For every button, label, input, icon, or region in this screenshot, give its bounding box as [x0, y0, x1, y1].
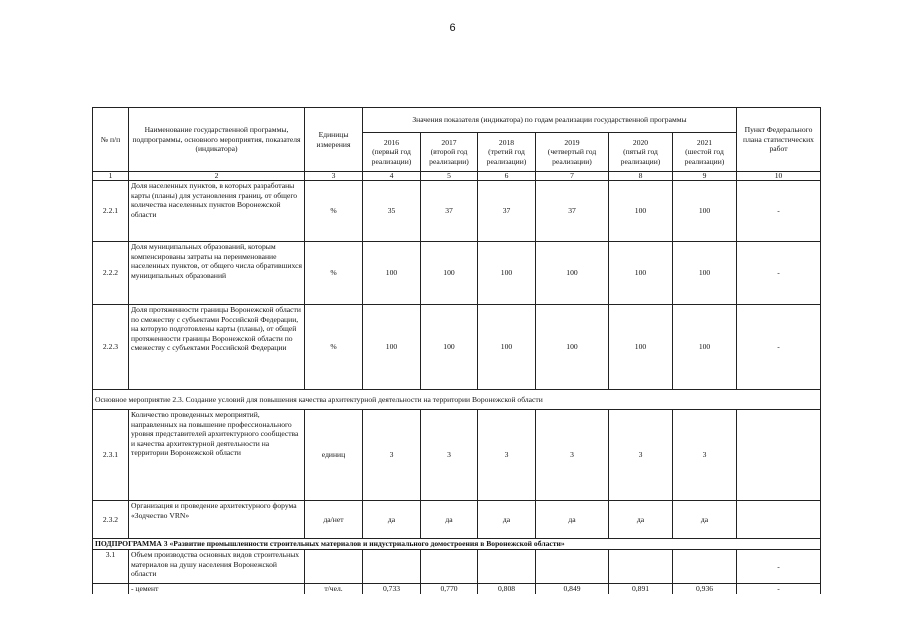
value-cell: да: [421, 501, 478, 539]
unit: [305, 550, 363, 584]
column-number: 5: [421, 172, 478, 181]
value-cell: 100: [673, 305, 737, 390]
table-row: [93, 550, 821, 584]
value-cell: 0,936: [673, 584, 737, 594]
value-cell: [673, 550, 737, 584]
column-number: 10: [737, 172, 821, 181]
column-number: 8: [609, 172, 673, 181]
table-row: [93, 410, 821, 501]
column-number: 7: [536, 172, 609, 181]
table-row: [93, 242, 821, 305]
column-number: 4: [363, 172, 421, 181]
value-cell: 35: [363, 181, 421, 242]
value-cell: да: [536, 501, 609, 539]
indicator-name: - цемент: [129, 584, 305, 594]
header-values-group: Значения показателя (индикатора) по годам реализации государственной программы: [363, 108, 737, 133]
year-number: 2016: [383, 137, 400, 147]
year-label: (третий год реализации): [486, 147, 527, 166]
value-cell: 100: [421, 305, 478, 390]
column-number: 6: [478, 172, 536, 181]
row-number: 3.1: [93, 550, 129, 584]
value-cell: 100: [536, 242, 609, 305]
unit: %: [305, 242, 363, 305]
row-number: [93, 584, 129, 594]
plan-cell: -: [737, 550, 821, 584]
table-row: [93, 305, 821, 390]
plan-cell: -: [737, 584, 821, 594]
value-cell: 0,891: [609, 584, 673, 594]
header-plan: Пункт Федерального плана статистических работ: [737, 108, 821, 172]
header-year: [609, 133, 673, 172]
value-cell: 100: [609, 242, 673, 305]
value-cell: 37: [536, 181, 609, 242]
column-number: 2: [129, 172, 305, 181]
plan-cell: -: [737, 305, 821, 390]
header-no: № п/п: [93, 108, 129, 172]
value-cell: 3: [363, 410, 421, 501]
year-number: 2020: [632, 137, 649, 147]
value-cell: [363, 550, 421, 584]
row-number: 2.3.1: [93, 410, 129, 501]
value-cell: 3: [478, 410, 536, 501]
row-number: 2.3.2: [93, 501, 129, 539]
header-year: [536, 133, 609, 172]
year-number: 2021: [696, 137, 713, 147]
value-cell: 100: [609, 305, 673, 390]
value-cell: 3: [609, 410, 673, 501]
year-label: (четвертый год реализации): [547, 147, 597, 166]
section-subprogram: ПОДПРОГРАММА 3 «Развитие промышленности строительных материалов и индустриального домостроения в Воронежской области»: [93, 539, 821, 550]
value-cell: 100: [421, 242, 478, 305]
section-main-event: Основное мероприятие 2.3. Создание условий для повышения качества архитектурной деятельности на территории Воронежской области: [93, 390, 821, 410]
page-number: 6: [449, 22, 456, 34]
header-units: Единицы измерения: [305, 108, 363, 172]
header-year: [673, 133, 737, 172]
row-number: 2.2.3: [93, 305, 129, 390]
year-label: (первый год реализации): [371, 147, 412, 166]
row-number: 2.2.1: [93, 181, 129, 242]
plan-cell: -: [737, 242, 821, 305]
value-cell: 100: [673, 242, 737, 305]
value-cell: да: [363, 501, 421, 539]
year-label: (второй год реализации): [429, 147, 469, 166]
value-cell: да: [478, 501, 536, 539]
value-cell: 3: [673, 410, 737, 501]
header-year: [363, 133, 421, 172]
value-cell: 0,770: [421, 584, 478, 594]
value-cell: 100: [363, 242, 421, 305]
value-cell: 0,849: [536, 584, 609, 594]
value-cell: 100: [478, 305, 536, 390]
indicator-name: Объем производства основных видов строительных материалов на душу населения Воронежской области: [129, 550, 305, 584]
value-cell: [421, 550, 478, 584]
indicator-name: Доля населенных пунктов, в которых разработаны карты (планы) для установления границ, от общего количества населенных пунктов Воронежской области: [129, 181, 305, 242]
value-cell: [609, 550, 673, 584]
value-cell: 37: [478, 181, 536, 242]
table-row: [93, 584, 821, 594]
unit: %: [305, 305, 363, 390]
value-cell: [478, 550, 536, 584]
unit: единиц: [305, 410, 363, 501]
column-number: 3: [305, 172, 363, 181]
value-cell: 3: [536, 410, 609, 501]
table-row: [93, 501, 821, 539]
year-number: 2019: [564, 137, 580, 147]
year-label: (пятый год реализации): [620, 147, 661, 166]
plan-cell: [737, 410, 821, 501]
value-cell: 100: [609, 181, 673, 242]
year-number: 2018: [498, 137, 515, 147]
value-cell: да: [609, 501, 673, 539]
value-cell: 3: [421, 410, 478, 501]
header-year: [478, 133, 536, 172]
year-number: 2017: [441, 137, 457, 147]
indicator-name: Количество проведенных мероприятий, направленных на повышение профессионального уровня представителей архитектурного сообщества и качества архитектурной деятельности на территории Воронежской области: [129, 410, 305, 501]
column-number: 9: [673, 172, 737, 181]
indicators-table: [92, 107, 821, 594]
value-cell: да: [673, 501, 737, 539]
value-cell: 37: [421, 181, 478, 242]
unit: да/нет: [305, 501, 363, 539]
plan-cell: [737, 501, 821, 539]
value-cell: 100: [363, 305, 421, 390]
year-label: (шестой год реализации): [684, 147, 725, 166]
indicator-name: Доля муниципальных образований, которым компенсированы затраты на переименование населенных пунктов, от общего числа обратившихся муниципальных образований: [129, 242, 305, 305]
value-cell: 100: [536, 305, 609, 390]
value-cell: [536, 550, 609, 584]
indicator-name: Организация и проведение архитектурного форума «Зодчество VRN»: [129, 501, 305, 539]
plan-cell: -: [737, 181, 821, 242]
row-number: 2.2.2: [93, 242, 129, 305]
indicator-name: Доля протяженности границы Воронежской области по смежеству с субъектами Российской Федерации, на которую подготовлены карты (планы), от общей протяженности границы Воронежской области по смежеству с субъектами Российской Федерации: [129, 305, 305, 390]
table-row: [93, 181, 821, 242]
unit: %: [305, 181, 363, 242]
value-cell: 0,733: [363, 584, 421, 594]
header-name: Наименование государственной программы, подпрограммы, основного мероприятия, показателя (индикатора): [129, 108, 305, 172]
column-number: 1: [93, 172, 129, 181]
header-year: [421, 133, 478, 172]
value-cell: 100: [673, 181, 737, 242]
unit: т/чел.: [305, 584, 363, 594]
value-cell: 0,808: [478, 584, 536, 594]
value-cell: 100: [478, 242, 536, 305]
